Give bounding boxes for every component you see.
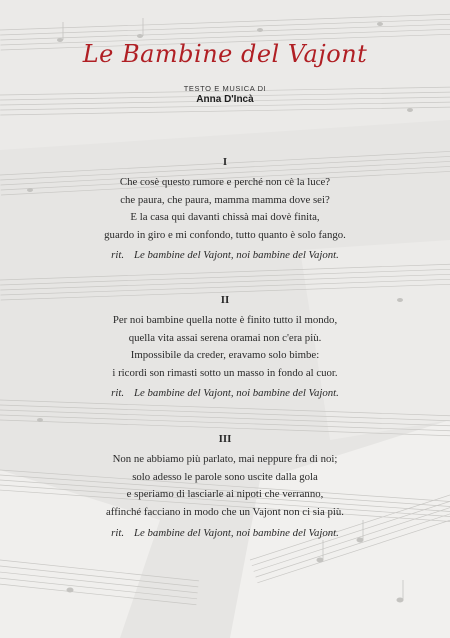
refrain-2 (0, 387, 450, 399)
lyric-line: e speriamo di lasciarle ai nipoti che verranno, (126, 488, 324, 501)
refrain-marker: rit. (111, 249, 125, 261)
lyric-line: Che cosè questo rumore e perché non cè la luce? (119, 176, 331, 188)
refrain-marker: rit. (111, 527, 125, 539)
author-name: Anna D'Incà (196, 94, 254, 105)
lyric-line: che paura, che paura, mamma mamma dove sei? (120, 193, 330, 206)
lyric-line: guardo in giro e mi confondo, tutto quanto è solo fango. (104, 228, 346, 241)
lyric-line: E la casa qui davanti chissà mai dovè finita, (130, 211, 320, 224)
lyric-line: i ricordi son rimasti sotto un masso in fondo al cuor. (112, 366, 338, 379)
refrain-1 (0, 249, 450, 261)
stanza-3 (0, 433, 450, 521)
refrain-3 (0, 527, 450, 539)
lyric-line: solo adesso le parole sono uscite dalla gola (132, 470, 318, 483)
stanza-numeral: I (222, 156, 228, 168)
stanza-numeral: III (218, 433, 232, 445)
song-title: Le Bambine del Vajont (82, 40, 368, 68)
lyric-line: quella vita assai serena oramai non c'era più. (128, 331, 322, 344)
lyric-line: Non ne abbiamo più parlato, mai neppure fra di noi; (112, 453, 338, 465)
lyric-line: Impossibile da creder, eravamo solo bimbe: (130, 349, 320, 362)
lyric-line: affinché facciano in modo che un Vajont non ci sia più. (106, 505, 344, 518)
stanza-2 (0, 294, 450, 382)
stanza-numeral: II (220, 294, 230, 306)
refrain-text: Le bambine del Vajont, noi bambine del Vajont. (134, 249, 339, 261)
refrain-text: Le bambine del Vajont, noi bambine del Vajont. (134, 527, 339, 539)
credits-label: TESTO E MUSICA DI (183, 84, 267, 93)
refrain-text: Le bambine del Vajont, noi bambine del Vajont. (134, 387, 339, 399)
stanza-1 (0, 156, 450, 244)
lyric-line: Per noi bambine quella notte è finito tutto il mondo, (112, 314, 338, 326)
refrain-marker: rit. (111, 387, 125, 399)
